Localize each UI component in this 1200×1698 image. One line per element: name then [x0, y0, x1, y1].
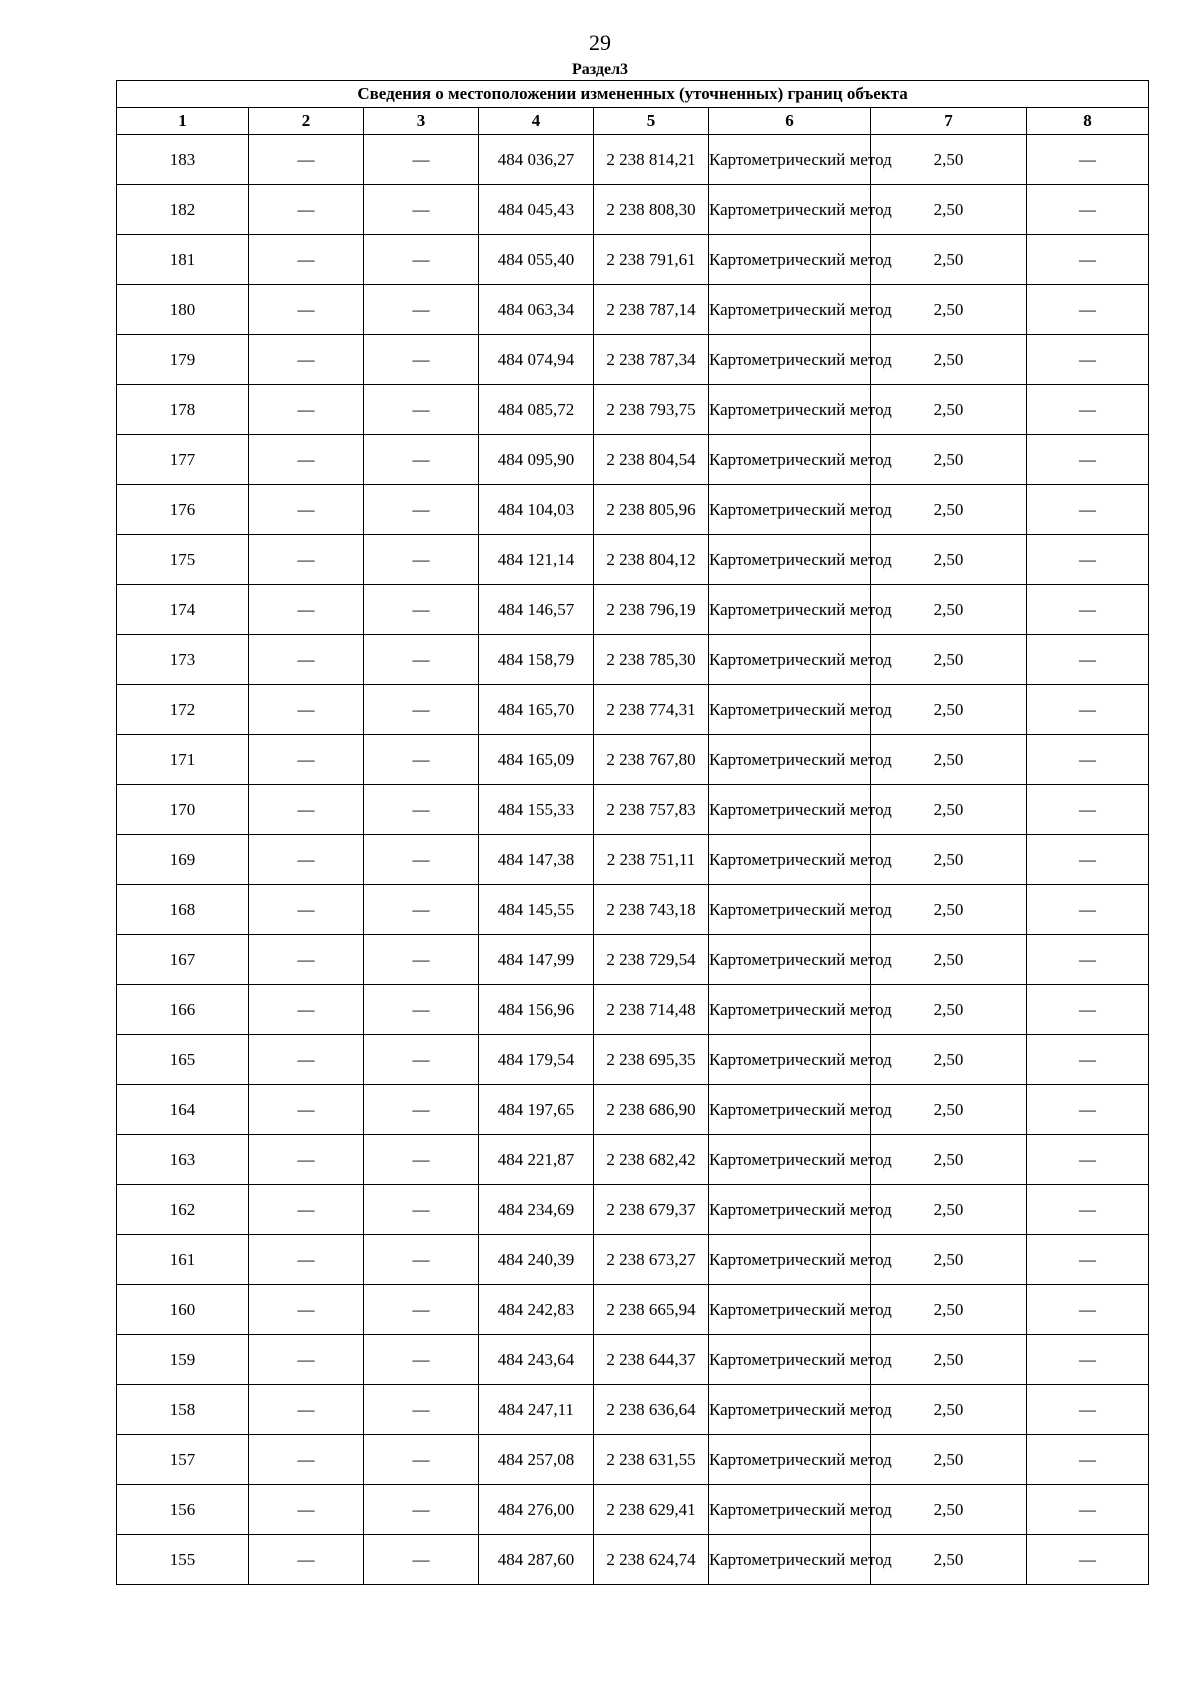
empty-value-cell: — — [1027, 285, 1149, 335]
empty-value-cell: — — [1027, 985, 1149, 1035]
table-row — [117, 1435, 1149, 1485]
column-number-row — [117, 108, 1149, 135]
accuracy-cell: 2,50 — [871, 1435, 1027, 1485]
accuracy-cell: 2,50 — [871, 885, 1027, 935]
empty-value-cell: — — [364, 135, 479, 185]
method-cell: Картометрический метод — [709, 735, 871, 785]
y-coordinate-cell: 2 238 624,74 — [594, 1535, 709, 1585]
empty-value-cell: — — [364, 885, 479, 935]
point-number-cell: 180 — [117, 285, 249, 335]
accuracy-cell: 2,50 — [871, 1185, 1027, 1235]
point-number-cell: 156 — [117, 1485, 249, 1535]
table-row — [117, 485, 1149, 535]
x-coordinate-cell: 484 242,83 — [479, 1285, 594, 1335]
table-row — [117, 1385, 1149, 1435]
empty-value-cell: — — [1027, 1135, 1149, 1185]
y-coordinate-cell: 2 238 729,54 — [594, 935, 709, 985]
empty-value-cell: — — [1027, 635, 1149, 685]
method-cell: Картометрический метод — [709, 985, 871, 1035]
empty-value-cell: — — [1027, 135, 1149, 185]
table-row — [117, 935, 1149, 985]
accuracy-cell: 2,50 — [871, 785, 1027, 835]
point-number-cell: 167 — [117, 935, 249, 985]
empty-value-cell: — — [249, 1035, 364, 1085]
empty-value-cell: — — [249, 285, 364, 335]
y-coordinate-cell: 2 238 805,96 — [594, 485, 709, 535]
coordinates-table — [116, 80, 1149, 1585]
table-body — [117, 135, 1149, 1585]
y-coordinate-cell: 2 238 714,48 — [594, 985, 709, 1035]
page-number: 29 — [589, 30, 611, 55]
x-coordinate-cell: 484 234,69 — [479, 1185, 594, 1235]
y-coordinate-cell: 2 238 796,19 — [594, 585, 709, 635]
method-cell: Картометрический метод — [709, 435, 871, 485]
empty-value-cell: — — [364, 1385, 479, 1435]
accuracy-cell: 2,50 — [871, 1335, 1027, 1385]
empty-value-cell: — — [364, 385, 479, 435]
accuracy-cell: 2,50 — [871, 1485, 1027, 1535]
empty-value-cell: — — [364, 785, 479, 835]
empty-value-cell: — — [249, 435, 364, 485]
x-coordinate-cell: 484 243,64 — [479, 1335, 594, 1385]
y-coordinate-cell: 2 238 682,42 — [594, 1135, 709, 1185]
empty-value-cell: — — [364, 285, 479, 335]
x-coordinate-cell: 484 147,38 — [479, 835, 594, 885]
accuracy-cell: 2,50 — [871, 1035, 1027, 1085]
empty-value-cell: — — [249, 1085, 364, 1135]
x-coordinate-cell: 484 276,00 — [479, 1485, 594, 1535]
x-coordinate-cell: 484 074,94 — [479, 335, 594, 385]
point-number-cell: 168 — [117, 885, 249, 935]
x-coordinate-cell: 484 147,99 — [479, 935, 594, 985]
empty-value-cell: — — [249, 1535, 364, 1585]
method-cell: Картометрический метод — [709, 635, 871, 685]
empty-value-cell: — — [249, 685, 364, 735]
empty-value-cell: — — [364, 735, 479, 785]
point-number-cell: 155 — [117, 1535, 249, 1585]
empty-value-cell: — — [364, 685, 479, 735]
empty-value-cell: — — [364, 435, 479, 485]
y-coordinate-cell: 2 238 791,61 — [594, 235, 709, 285]
accuracy-cell: 2,50 — [871, 1385, 1027, 1435]
empty-value-cell: — — [249, 1385, 364, 1435]
empty-value-cell: — — [364, 1035, 479, 1085]
accuracy-cell: 2,50 — [871, 585, 1027, 635]
table-row — [117, 1485, 1149, 1535]
empty-value-cell: — — [364, 585, 479, 635]
y-coordinate-cell: 2 238 751,11 — [594, 835, 709, 885]
method-cell: Картометрический метод — [709, 1335, 871, 1385]
empty-value-cell: — — [249, 1485, 364, 1535]
y-coordinate-cell: 2 238 629,41 — [594, 1485, 709, 1535]
empty-value-cell: — — [249, 935, 364, 985]
point-number-cell: 176 — [117, 485, 249, 535]
x-coordinate-cell: 484 158,79 — [479, 635, 594, 685]
column-number: 7 — [871, 108, 1027, 135]
y-coordinate-cell: 2 238 695,35 — [594, 1035, 709, 1085]
empty-value-cell: — — [1027, 585, 1149, 635]
y-coordinate-cell: 2 238 804,12 — [594, 535, 709, 585]
x-coordinate-cell: 484 197,65 — [479, 1085, 594, 1135]
method-cell: Картометрический метод — [709, 1035, 871, 1085]
table-row — [117, 235, 1149, 285]
empty-value-cell: — — [1027, 1535, 1149, 1585]
empty-value-cell: — — [1027, 1285, 1149, 1335]
column-number: 1 — [117, 108, 249, 135]
empty-value-cell: — — [364, 1185, 479, 1235]
table-row — [117, 285, 1149, 335]
column-number: 8 — [1027, 108, 1149, 135]
empty-value-cell: — — [249, 985, 364, 1035]
empty-value-cell: — — [364, 835, 479, 885]
empty-value-cell: — — [249, 135, 364, 185]
accuracy-cell: 2,50 — [871, 685, 1027, 735]
method-cell: Картометрический метод — [709, 185, 871, 235]
table-row — [117, 385, 1149, 435]
column-number: 4 — [479, 108, 594, 135]
point-number-cell: 172 — [117, 685, 249, 735]
accuracy-cell: 2,50 — [871, 985, 1027, 1035]
accuracy-cell: 2,50 — [871, 835, 1027, 885]
accuracy-cell: 2,50 — [871, 335, 1027, 385]
x-coordinate-cell: 484 063,34 — [479, 285, 594, 335]
method-cell: Картометрический метод — [709, 1135, 871, 1185]
method-cell: Картометрический метод — [709, 885, 871, 935]
table-row — [117, 985, 1149, 1035]
accuracy-cell: 2,50 — [871, 385, 1027, 435]
empty-value-cell: — — [1027, 885, 1149, 935]
empty-value-cell: — — [364, 535, 479, 585]
point-number-cell: 157 — [117, 1435, 249, 1485]
y-coordinate-cell: 2 238 785,30 — [594, 635, 709, 685]
method-cell: Картометрический метод — [709, 235, 871, 285]
y-coordinate-cell: 2 238 793,75 — [594, 385, 709, 435]
accuracy-cell: 2,50 — [871, 1235, 1027, 1285]
empty-value-cell: — — [249, 1135, 364, 1185]
table-row — [117, 585, 1149, 635]
table-caption: Сведения о местоположении измененных (уточненных) границ объекта — [117, 81, 1149, 108]
point-number-cell: 164 — [117, 1085, 249, 1135]
table-row — [117, 185, 1149, 235]
x-coordinate-cell: 484 287,60 — [479, 1535, 594, 1585]
accuracy-cell: 2,50 — [871, 535, 1027, 585]
table-row — [117, 885, 1149, 935]
point-number-cell: 160 — [117, 1285, 249, 1335]
table-row — [117, 535, 1149, 585]
empty-value-cell: — — [364, 1485, 479, 1535]
empty-value-cell: — — [1027, 935, 1149, 985]
point-number-cell: 178 — [117, 385, 249, 435]
empty-value-cell: — — [249, 885, 364, 935]
x-coordinate-cell: 484 221,87 — [479, 1135, 594, 1185]
accuracy-cell: 2,50 — [871, 635, 1027, 685]
point-number-cell: 179 — [117, 335, 249, 385]
method-cell: Картометрический метод — [709, 1285, 871, 1335]
method-cell: Картометрический метод — [709, 485, 871, 535]
empty-value-cell: — — [364, 1235, 479, 1285]
y-coordinate-cell: 2 238 636,64 — [594, 1385, 709, 1435]
empty-value-cell: — — [364, 485, 479, 535]
section-title: Раздел3 — [571, 61, 629, 78]
empty-value-cell: — — [364, 1535, 479, 1585]
empty-value-cell: — — [249, 1185, 364, 1235]
point-number-cell: 171 — [117, 735, 249, 785]
column-number: 3 — [364, 108, 479, 135]
empty-value-cell: — — [364, 1135, 479, 1185]
column-number: 5 — [594, 108, 709, 135]
method-cell: Картометрический метод — [709, 1535, 871, 1585]
empty-value-cell: — — [1027, 1335, 1149, 1385]
point-number-cell: 183 — [117, 135, 249, 185]
empty-value-cell: — — [1027, 1035, 1149, 1085]
x-coordinate-cell: 484 165,09 — [479, 735, 594, 785]
table-row — [117, 1235, 1149, 1285]
x-coordinate-cell: 484 146,57 — [479, 585, 594, 635]
empty-value-cell: — — [364, 1335, 479, 1385]
point-number-cell: 162 — [117, 1185, 249, 1235]
point-number-cell: 161 — [117, 1235, 249, 1285]
method-cell: Картометрический метод — [709, 285, 871, 335]
table-row — [117, 785, 1149, 835]
table-row — [117, 1035, 1149, 1085]
empty-value-cell: — — [249, 635, 364, 685]
accuracy-cell: 2,50 — [871, 1535, 1027, 1585]
method-cell: Картометрический метод — [709, 785, 871, 835]
empty-value-cell: — — [1027, 1235, 1149, 1285]
y-coordinate-cell: 2 238 787,34 — [594, 335, 709, 385]
accuracy-cell: 2,50 — [871, 285, 1027, 335]
table-row — [117, 635, 1149, 685]
table-row — [117, 1535, 1149, 1585]
empty-value-cell: — — [1027, 835, 1149, 885]
empty-value-cell: — — [249, 1235, 364, 1285]
point-number-cell: 174 — [117, 585, 249, 635]
empty-value-cell: — — [249, 785, 364, 835]
x-coordinate-cell: 484 179,54 — [479, 1035, 594, 1085]
x-coordinate-cell: 484 095,90 — [479, 435, 594, 485]
empty-value-cell: — — [1027, 1435, 1149, 1485]
y-coordinate-cell: 2 238 787,14 — [594, 285, 709, 335]
y-coordinate-cell: 2 238 757,83 — [594, 785, 709, 835]
y-coordinate-cell: 2 238 774,31 — [594, 685, 709, 735]
accuracy-cell: 2,50 — [871, 935, 1027, 985]
table-row — [117, 135, 1149, 185]
y-coordinate-cell: 2 238 631,55 — [594, 1435, 709, 1485]
method-cell: Картометрический метод — [709, 1235, 871, 1285]
y-coordinate-cell: 2 238 767,80 — [594, 735, 709, 785]
x-coordinate-cell: 484 104,03 — [479, 485, 594, 535]
x-coordinate-cell: 484 156,96 — [479, 985, 594, 1035]
empty-value-cell: — — [364, 635, 479, 685]
empty-value-cell: — — [249, 1285, 364, 1335]
table-row — [117, 735, 1149, 785]
point-number-cell: 173 — [117, 635, 249, 685]
x-coordinate-cell: 484 247,11 — [479, 1385, 594, 1435]
empty-value-cell: — — [364, 185, 479, 235]
column-number: 6 — [709, 108, 871, 135]
method-cell: Картометрический метод — [709, 585, 871, 635]
x-coordinate-cell: 484 145,55 — [479, 885, 594, 935]
accuracy-cell: 2,50 — [871, 735, 1027, 785]
empty-value-cell: — — [1027, 1385, 1149, 1435]
empty-value-cell: — — [1027, 1185, 1149, 1235]
point-number-cell: 175 — [117, 535, 249, 585]
empty-value-cell: — — [249, 585, 364, 635]
x-coordinate-cell: 484 121,14 — [479, 535, 594, 585]
empty-value-cell: — — [249, 1435, 364, 1485]
empty-value-cell: — — [1027, 1485, 1149, 1535]
table-row — [117, 335, 1149, 385]
empty-value-cell: — — [364, 985, 479, 1035]
empty-value-cell: — — [1027, 235, 1149, 285]
y-coordinate-cell: 2 238 804,54 — [594, 435, 709, 485]
empty-value-cell: — — [249, 185, 364, 235]
table-row — [117, 1285, 1149, 1335]
empty-value-cell: — — [364, 235, 479, 285]
method-cell: Картометрический метод — [709, 385, 871, 435]
method-cell: Картометрический метод — [709, 535, 871, 585]
table-row — [117, 685, 1149, 735]
point-number-cell: 177 — [117, 435, 249, 485]
empty-value-cell: — — [1027, 435, 1149, 485]
method-cell: Картометрический метод — [709, 1435, 871, 1485]
table-row — [117, 1335, 1149, 1385]
empty-value-cell: — — [249, 235, 364, 285]
x-coordinate-cell: 484 036,27 — [479, 135, 594, 185]
method-cell: Картометрический метод — [709, 1185, 871, 1235]
y-coordinate-cell: 2 238 665,94 — [594, 1285, 709, 1335]
table-caption-row — [117, 81, 1149, 108]
accuracy-cell: 2,50 — [871, 235, 1027, 285]
empty-value-cell: — — [249, 735, 364, 785]
y-coordinate-cell: 2 238 686,90 — [594, 1085, 709, 1135]
x-coordinate-cell: 484 165,70 — [479, 685, 594, 735]
method-cell: Картометрический метод — [709, 335, 871, 385]
y-coordinate-cell: 2 238 743,18 — [594, 885, 709, 935]
point-number-cell: 169 — [117, 835, 249, 885]
empty-value-cell: — — [364, 1085, 479, 1135]
method-cell: Картометрический метод — [709, 1085, 871, 1135]
empty-value-cell: — — [1027, 385, 1149, 435]
empty-value-cell: — — [249, 385, 364, 435]
y-coordinate-cell: 2 238 679,37 — [594, 1185, 709, 1235]
empty-value-cell: — — [1027, 1085, 1149, 1135]
y-coordinate-cell: 2 238 673,27 — [594, 1235, 709, 1285]
point-number-cell: 163 — [117, 1135, 249, 1185]
method-cell: Картометрический метод — [709, 835, 871, 885]
empty-value-cell: — — [1027, 185, 1149, 235]
table-row — [117, 1135, 1149, 1185]
y-coordinate-cell: 2 238 808,30 — [594, 185, 709, 235]
accuracy-cell: 2,50 — [871, 185, 1027, 235]
accuracy-cell: 2,50 — [871, 435, 1027, 485]
empty-value-cell: — — [249, 1335, 364, 1385]
accuracy-cell: 2,50 — [871, 1085, 1027, 1135]
x-coordinate-cell: 484 045,43 — [479, 185, 594, 235]
point-number-cell: 165 — [117, 1035, 249, 1085]
accuracy-cell: 2,50 — [871, 1135, 1027, 1185]
empty-value-cell: — — [1027, 735, 1149, 785]
point-number-cell: 182 — [117, 185, 249, 235]
table-row — [117, 1185, 1149, 1235]
x-coordinate-cell: 484 257,08 — [479, 1435, 594, 1485]
method-cell: Картометрический метод — [709, 935, 871, 985]
empty-value-cell: — — [249, 835, 364, 885]
point-number-cell: 170 — [117, 785, 249, 835]
empty-value-cell: — — [364, 1285, 479, 1335]
method-cell: Картометрический метод — [709, 1385, 871, 1435]
empty-value-cell: — — [249, 335, 364, 385]
y-coordinate-cell: 2 238 814,21 — [594, 135, 709, 185]
table-row — [117, 1085, 1149, 1135]
x-coordinate-cell: 484 085,72 — [479, 385, 594, 435]
empty-value-cell: — — [1027, 535, 1149, 585]
column-number: 2 — [249, 108, 364, 135]
accuracy-cell: 2,50 — [871, 485, 1027, 535]
table-row — [117, 835, 1149, 885]
method-cell: Картометрический метод — [709, 135, 871, 185]
empty-value-cell: — — [249, 485, 364, 535]
x-coordinate-cell: 484 240,39 — [479, 1235, 594, 1285]
point-number-cell: 166 — [117, 985, 249, 1035]
point-number-cell: 159 — [117, 1335, 249, 1385]
method-cell: Картометрический метод — [709, 1485, 871, 1535]
y-coordinate-cell: 2 238 644,37 — [594, 1335, 709, 1385]
empty-value-cell: — — [1027, 485, 1149, 535]
point-number-cell: 158 — [117, 1385, 249, 1435]
empty-value-cell: — — [364, 1435, 479, 1485]
method-cell: Картометрический метод — [709, 685, 871, 735]
accuracy-cell: 2,50 — [871, 1285, 1027, 1335]
x-coordinate-cell: 484 055,40 — [479, 235, 594, 285]
empty-value-cell: — — [1027, 335, 1149, 385]
point-number-cell: 181 — [117, 235, 249, 285]
table-row — [117, 435, 1149, 485]
accuracy-cell: 2,50 — [871, 135, 1027, 185]
empty-value-cell: — — [1027, 785, 1149, 835]
x-coordinate-cell: 484 155,33 — [479, 785, 594, 835]
empty-value-cell: — — [1027, 685, 1149, 735]
empty-value-cell: — — [249, 535, 364, 585]
empty-value-cell: — — [364, 935, 479, 985]
empty-value-cell: — — [364, 335, 479, 385]
